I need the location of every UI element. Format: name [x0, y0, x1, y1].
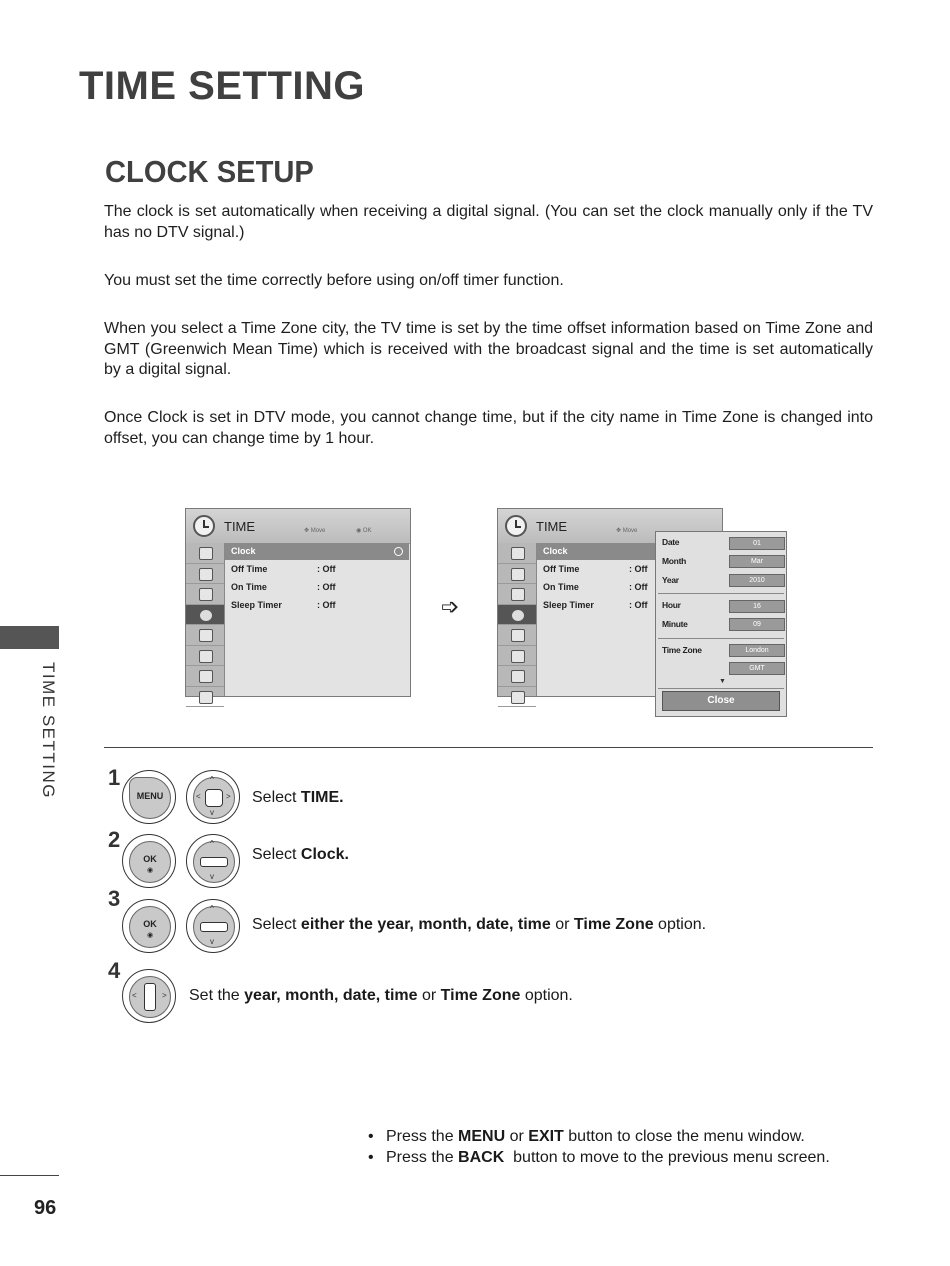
menu-button-face	[129, 777, 171, 819]
scroll-down-icon[interactable]: ▼	[719, 678, 726, 685]
step-1-text	[252, 789, 344, 807]
paragraph-4: Once Clock is set in DTV mode, you cannot change time, but if the city name in Time Zone is changed into offset, you can change time by 1 hour.	[104, 409, 873, 447]
step-number-2: 2	[108, 827, 121, 852]
step-4-text-mid: or	[417, 987, 441, 1004]
row-value: : Off	[317, 582, 336, 592]
paragraph-1: The clock is set automatically when receiving a digital signal. (You can set the clock manually only if the TV has no DTV signal.)	[104, 203, 873, 241]
section-divider	[104, 747, 873, 748]
step-2-text	[252, 846, 349, 864]
side-tab-marker	[0, 626, 59, 649]
note-text: Press the	[386, 1148, 459, 1166]
note-item	[368, 1148, 830, 1169]
ok-dot-icon: ◉	[146, 867, 154, 874]
osd-category-sidebar	[186, 543, 225, 696]
osd-category-sidebar	[498, 543, 537, 696]
page-title: TIME SETTING	[79, 64, 365, 108]
step-3-text-bold2: Time Zone	[573, 916, 654, 933]
month-label: Month	[662, 556, 686, 566]
note-text: button to close the menu window.	[563, 1128, 805, 1145]
ok-button[interactable]	[122, 899, 176, 953]
step-4-text-bold2: Time Zone	[440, 987, 521, 1004]
move-icon: ✥	[304, 528, 310, 534]
chevron-right-icon: >	[162, 991, 167, 1000]
notes-list	[368, 1127, 830, 1168]
osd-row-off-time[interactable]	[225, 561, 409, 578]
osd-row-clock[interactable]	[225, 543, 409, 560]
up-down-pad[interactable]	[186, 834, 240, 888]
time-zone-field[interactable]: London	[729, 644, 785, 657]
navigation-pad[interactable]	[186, 770, 240, 824]
time-zone-label: Time Zone	[662, 645, 702, 655]
row-value: : Off	[629, 582, 648, 592]
row-label: On Time	[543, 582, 579, 592]
move-hint-label: Move	[622, 528, 638, 534]
note-bold: BACK	[458, 1148, 505, 1166]
move-hint	[304, 527, 325, 534]
category-option-icon[interactable]	[186, 625, 224, 646]
step-3-text-bold: either the year, month, date, time	[300, 916, 551, 933]
category-lock-icon[interactable]	[186, 646, 224, 667]
step-1-text-pre: Select	[252, 789, 301, 806]
up-down-pad-face	[193, 906, 235, 948]
divider	[658, 688, 784, 689]
close-button[interactable]: Close	[662, 691, 780, 711]
category-time-icon[interactable]	[498, 605, 536, 626]
date-label: Date	[662, 537, 680, 547]
minute-field[interactable]: 09	[729, 618, 785, 631]
ok-button-face	[129, 841, 171, 883]
ok-button-face	[129, 906, 171, 948]
category-option-icon[interactable]	[498, 625, 536, 646]
move-icon: ✥	[616, 528, 622, 534]
category-setup-icon[interactable]	[498, 543, 536, 564]
chevron-left-icon: <	[132, 991, 137, 1000]
osd-row-on-time[interactable]	[225, 579, 409, 596]
row-value: : Off	[317, 564, 336, 574]
note-bold: MENU	[458, 1128, 506, 1145]
note-text: button to move to the previous menu screen.	[504, 1148, 830, 1166]
note-text: Press the	[386, 1128, 459, 1145]
osd-screen-time-menu	[185, 508, 411, 697]
step-3-text-post: option.	[653, 916, 707, 933]
chevron-down-icon: v	[210, 808, 214, 817]
divider	[658, 638, 784, 639]
category-input-icon[interactable]	[498, 666, 536, 687]
step-1-text-bold: TIME.	[300, 789, 344, 806]
category-usb-icon[interactable]	[498, 687, 536, 708]
menu-button-label: MENU	[136, 791, 164, 801]
nav-center-icon	[205, 789, 223, 807]
divider	[658, 593, 784, 594]
row-value: : Off	[317, 600, 336, 610]
row-label: Clock	[543, 546, 568, 556]
up-down-pad[interactable]	[186, 899, 240, 953]
osd-title: TIME	[536, 519, 568, 534]
category-picture-icon[interactable]	[186, 564, 224, 585]
category-audio-icon[interactable]	[498, 584, 536, 605]
row-value: : Off	[629, 564, 648, 574]
ok-button[interactable]	[122, 834, 176, 888]
paragraph-2: You must set the time correctly before using on/off timer function.	[104, 272, 564, 289]
chevron-up-icon: ^	[210, 904, 214, 913]
up-down-bar-icon	[200, 922, 228, 932]
next-arrow-icon: ➩	[441, 594, 460, 619]
step-4-text-pre: Set the	[189, 987, 245, 1004]
note-text: or	[505, 1128, 529, 1145]
ok-button-label: OK	[143, 854, 157, 864]
menu-button[interactable]	[122, 770, 176, 824]
category-usb-icon[interactable]	[186, 687, 224, 708]
hour-label: Hour	[662, 600, 681, 610]
year-label: Year	[662, 575, 679, 585]
clock-settings-popup	[655, 531, 787, 717]
category-input-icon[interactable]	[186, 666, 224, 687]
step-3-text-pre: Select	[252, 916, 301, 933]
step-4-text-bold: year, month, date, time	[244, 987, 418, 1004]
osd-title: TIME	[224, 519, 256, 534]
step-2-text-bold: Clock.	[300, 846, 349, 863]
step-3-text	[252, 916, 706, 934]
chevron-down-icon: v	[210, 937, 214, 946]
hour-field[interactable]: 16	[729, 600, 785, 613]
date-field[interactable]: 01	[729, 537, 785, 550]
ok-indicator-icon	[394, 547, 403, 556]
row-label: Clock	[231, 546, 256, 556]
step-4-text	[189, 987, 573, 1005]
osd-header	[186, 509, 410, 544]
category-audio-icon[interactable]	[186, 584, 224, 605]
chevron-down-icon: v	[210, 872, 214, 881]
paragraph-3: When you select a Time Zone city, the TV time is set by the time offset information based on Time Zone and GMT (Greenwich Mean Time) which is received with the broadcast signal and the time is set automatically by a digital signal.	[104, 320, 873, 378]
up-down-pad-face	[193, 841, 235, 883]
category-time-icon[interactable]	[186, 605, 224, 626]
osd-row-sleep-timer[interactable]	[225, 597, 409, 614]
category-setup-icon[interactable]	[186, 543, 224, 564]
category-lock-icon[interactable]	[498, 646, 536, 667]
minute-label: Minute	[662, 619, 688, 629]
row-label: Sleep Timer	[543, 600, 594, 610]
ok-hint	[356, 527, 372, 534]
step-number-1: 1	[108, 765, 121, 790]
ok-button-label: OK	[143, 919, 157, 929]
side-tab-label: TIME SETTING	[39, 662, 58, 799]
row-label: Off Time	[543, 564, 580, 574]
up-down-bar-icon	[200, 857, 228, 867]
clock-icon	[193, 515, 215, 537]
chevron-up-icon: ^	[210, 775, 214, 784]
left-right-pad[interactable]	[122, 969, 176, 1023]
ok-hint-label: OK	[362, 528, 372, 534]
step-number-4: 4	[108, 958, 121, 983]
category-picture-icon[interactable]	[498, 564, 536, 585]
footer-divider	[0, 1175, 59, 1176]
chevron-up-icon: ^	[210, 839, 214, 848]
step-3-text-mid: or	[550, 916, 574, 933]
month-field[interactable]: Mar	[729, 555, 785, 568]
page-number: 96	[34, 1197, 57, 1219]
row-label: Sleep Timer	[231, 600, 282, 610]
time-zone-offset-field[interactable]: GMT	[729, 662, 785, 675]
year-field[interactable]: 2010	[729, 574, 785, 587]
chevron-left-icon: <	[196, 792, 201, 801]
chevron-right-icon: >	[226, 792, 231, 801]
section-title: CLOCK SETUP	[105, 154, 314, 189]
row-label: On Time	[231, 582, 267, 592]
note-bold: EXIT	[528, 1128, 564, 1145]
step-2-text-pre: Select	[252, 846, 301, 863]
row-label: Off Time	[231, 564, 268, 574]
row-value: : Off	[629, 600, 648, 610]
ok-dot-icon: ◉	[146, 932, 154, 939]
ok-icon: ◉	[356, 528, 362, 534]
clock-icon	[505, 515, 527, 537]
step-4-text-post: option.	[520, 987, 573, 1004]
move-hint	[616, 527, 637, 534]
step-number-3: 3	[108, 886, 121, 911]
note-item	[368, 1127, 830, 1148]
move-hint-label: Move	[310, 528, 326, 534]
left-right-bar-icon	[144, 983, 156, 1011]
